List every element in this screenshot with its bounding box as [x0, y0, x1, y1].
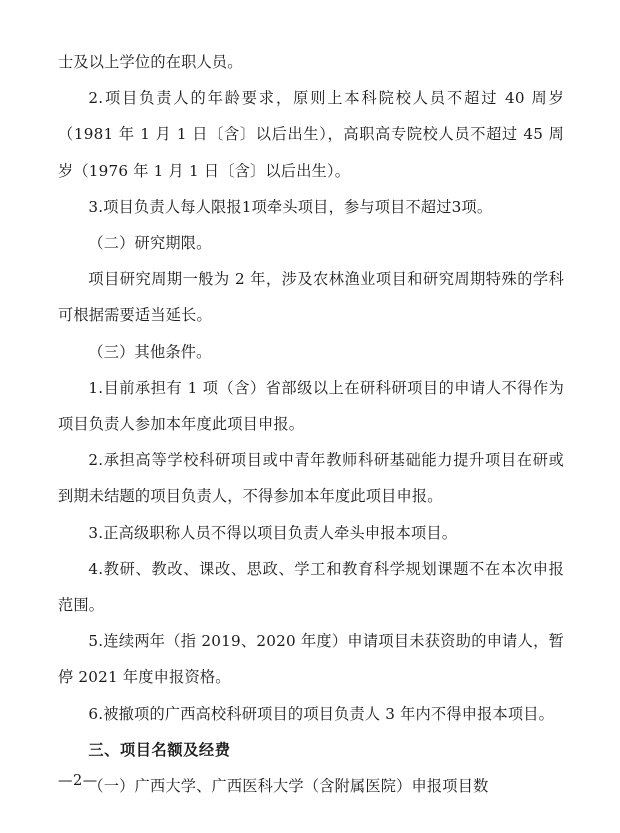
- document-body: [58, 44, 564, 804]
- paragraph-age-requirement: 2.项目负责人的年龄要求，原则上本科院校人员不超过 40 周岁（1981 年 1 月 1 日〔含〕以后出生），高职高专院校人员不超过 45 周岁（1976 年 1 月 1 日〔含〕以后出生）。: [58, 89, 564, 180]
- paragraph-section-other-conditions: （三）其他条件。: [88, 342, 212, 361]
- paragraph-project-limit: 3.项目负责人每人限报1项牵头项目，参与项目不超过3项。: [88, 197, 493, 216]
- paragraph-research-period-detail: 项目研究周期一般为 2 年，涉及农林渔业项目和研究周期特殊的学科可根据需要适当延长。: [58, 270, 564, 325]
- heading-section-three: 三、项目名额及经费: [88, 740, 231, 759]
- paragraph-other-condition-6: 6.被撤项的广西高校科研项目的项目负责人 3 年内不得申报本项目。: [88, 704, 555, 723]
- paragraph-section-research-period: （二）研究期限。: [88, 234, 212, 253]
- paragraph-other-condition-4: 4.教研、教改、课改、思政、学工和教育科学规划课题不在本次申报范围。: [58, 559, 564, 615]
- paragraph-continued: 士及以上学位的在职人员。: [58, 53, 243, 71]
- paragraph-other-condition-3: 3.正高级职称人员不得以项目负责人牵头申报本项目。: [88, 523, 458, 542]
- page-number: —2—: [58, 773, 98, 789]
- paragraph-quota-universities: （一）广西大学、广西医科大学（含附属医院）申报项目数: [88, 777, 489, 796]
- paragraph-other-condition-1: 1.目前承担有 1 项（含）省部级以上在研科研项目的申请人不得作为项目负责人参加本年度此项目申报。: [58, 378, 564, 434]
- paragraph-other-condition-5: 5.连续两年（指 2019、2020 年度）申请项目未获资助的申请人，暂停 2021 年度申报资格。: [58, 632, 564, 687]
- paragraph-other-condition-2: 2.承担高等学校科研项目或中青年教师科研基础能力提升项目在研或到期未结题的项目负责人，不得参加本年度此项目申报。: [58, 451, 564, 506]
